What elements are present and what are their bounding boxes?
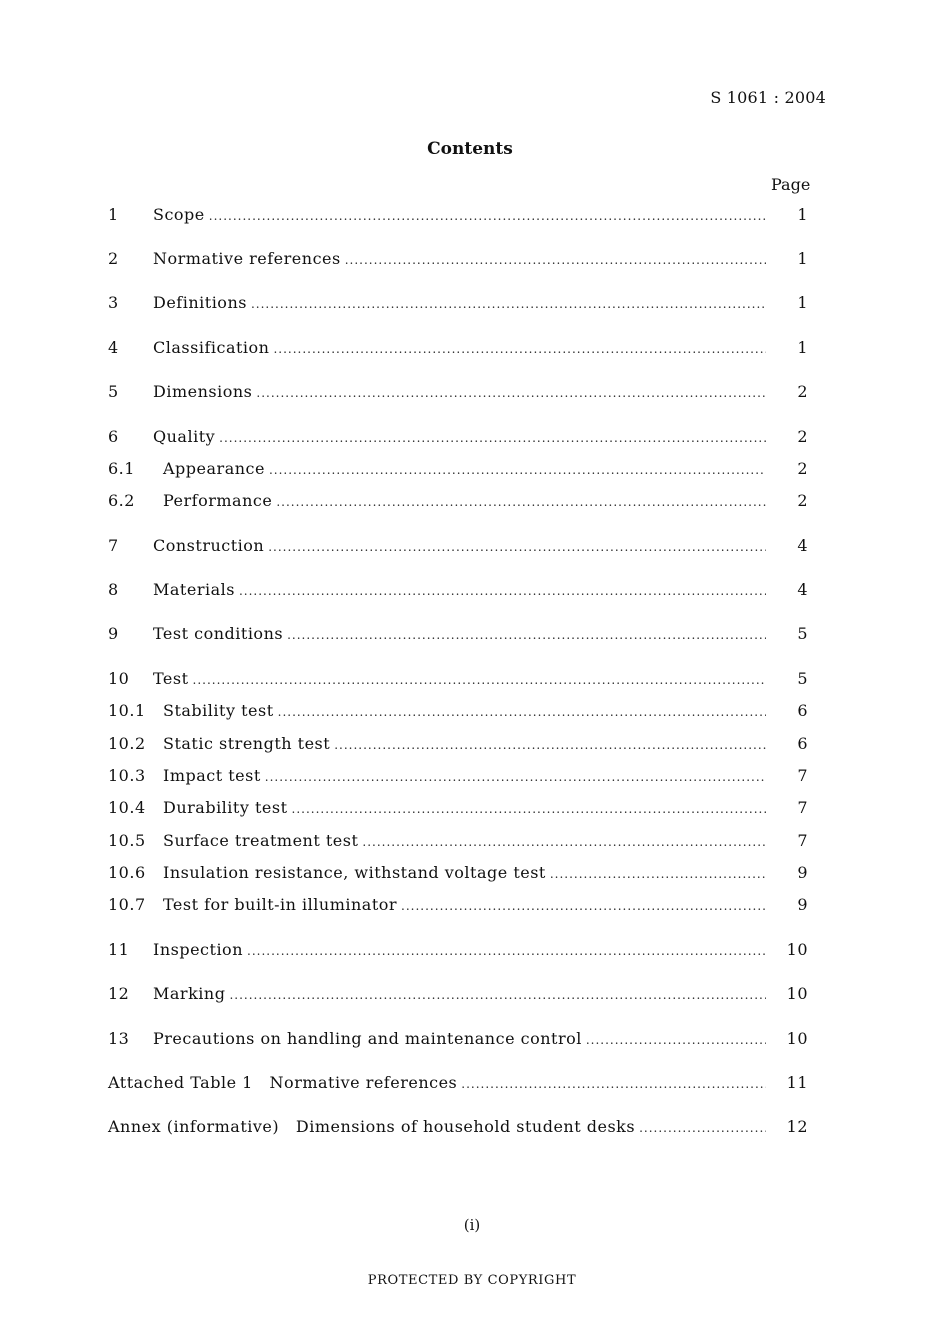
toc-entry-title: Stability test: [163, 701, 274, 720]
toc-entry-page: 11: [786, 1073, 808, 1092]
toc-entry-page: 6: [797, 734, 808, 753]
toc-entry-page: 2: [797, 459, 808, 478]
toc-entry-title: Test conditions: [153, 624, 284, 643]
toc-entry-appearance[interactable]: [108, 459, 808, 483]
toc-entry-page: 2: [797, 427, 808, 446]
dot-leader: [209, 209, 766, 223]
toc-entry-page: 7: [797, 766, 808, 785]
dot-leader: [219, 431, 766, 445]
dot-leader: [276, 495, 766, 509]
dot-leader: [269, 463, 766, 477]
dot-leader: [287, 628, 766, 642]
toc-entry-title: Marking: [153, 984, 226, 1003]
toc-entry-number: 12: [108, 984, 130, 1003]
toc-entry-number: 10.4: [108, 798, 146, 817]
toc-entry-title: Test for built-in illuminator: [163, 895, 398, 914]
dot-leader: [193, 673, 766, 687]
toc-entry-title: Materials: [153, 580, 235, 599]
dot-leader: [334, 738, 766, 752]
toc-entry-attached-table-1[interactable]: [108, 1073, 808, 1097]
toc-entry-number: 13: [108, 1029, 130, 1048]
toc-entry-marking[interactable]: [108, 984, 808, 1008]
dot-leader: [273, 342, 766, 356]
toc-entry-surface-treatment-test[interactable]: [108, 831, 808, 855]
dot-leader: [268, 540, 766, 554]
toc-entry-number: 4: [108, 338, 119, 357]
toc-entry-impact-test[interactable]: [108, 766, 808, 790]
toc-entry-page: 6: [797, 701, 808, 720]
toc-entry-title: Quality: [153, 427, 216, 446]
dot-leader: [550, 867, 766, 881]
toc-entry-number: 6: [108, 427, 119, 446]
toc-entry-scope[interactable]: [108, 205, 808, 229]
dot-leader: [362, 835, 766, 849]
toc-entry-number: 1: [108, 205, 119, 224]
toc-entry-page: 5: [797, 624, 808, 643]
toc-entry-page: 10: [786, 940, 808, 959]
toc-entry-title: Performance: [163, 491, 273, 510]
copyright-notice: PROTECTED BY COPYRIGHT: [367, 1273, 577, 1288]
toc-entry-number: 3: [108, 293, 119, 312]
toc-entry-number: 10.1: [108, 701, 146, 720]
toc-entry-title: Impact test: [163, 766, 261, 785]
toc-entry-title: Static strength test: [163, 734, 331, 753]
toc-entry-materials[interactable]: [108, 580, 808, 604]
toc-entry-number: 10: [108, 669, 130, 688]
dot-leader: [229, 988, 766, 1002]
toc-entry-number: 10.6: [108, 863, 146, 882]
toc-entry-page: 10: [786, 1029, 808, 1048]
toc-entry-number: 10.5: [108, 831, 146, 850]
toc-entry-annex[interactable]: [108, 1117, 808, 1141]
dot-leader: [292, 802, 766, 816]
dot-leader: [239, 584, 766, 598]
toc-entry-number: 8: [108, 580, 119, 599]
toc-entry-title: Construction: [153, 536, 265, 555]
dot-leader: [461, 1077, 766, 1091]
toc-entry-title: Dimensions: [153, 382, 253, 401]
toc-entry-page: 1: [797, 249, 808, 268]
toc-entry-number: 6.1: [108, 459, 135, 478]
toc-entry-title: Normative references: [153, 249, 341, 268]
toc-entry-normative-references[interactable]: [108, 249, 808, 273]
toc-entry-durability-test[interactable]: [108, 798, 808, 822]
toc-entry-insulation-resistance-test[interactable]: [108, 863, 808, 887]
toc-entry-page: 1: [797, 293, 808, 312]
toc-entry-title: Scope: [153, 205, 205, 224]
toc-entry-built-in-illuminator-test[interactable]: [108, 895, 808, 919]
toc-entry-number: 10.3: [108, 766, 146, 785]
toc-entry-title: Surface treatment test: [163, 831, 359, 850]
toc-entry-title: Attached Table 1 Normative references: [108, 1073, 458, 1092]
toc-entry-page: 1: [797, 205, 808, 224]
toc-entry-page: 7: [797, 831, 808, 850]
standard-number: S 1061 : 2004: [710, 88, 826, 107]
toc-entry-precautions[interactable]: [108, 1029, 808, 1053]
toc-entry-title: Insulation resistance, withstand voltage test: [163, 863, 546, 882]
dot-leader: [278, 705, 766, 719]
page-column-label: Page: [771, 175, 811, 194]
dot-leader: [639, 1121, 766, 1135]
toc-entry-construction[interactable]: [108, 536, 808, 560]
toc-entry-title: Appearance: [163, 459, 265, 478]
toc-entry-performance[interactable]: [108, 491, 808, 515]
toc-entry-static-strength-test[interactable]: [108, 734, 808, 758]
page-number: (i): [463, 1216, 481, 1234]
toc-entry-title: Test: [153, 669, 189, 688]
toc-entry-page: 1: [797, 338, 808, 357]
toc-entry-title: Classification: [153, 338, 270, 357]
toc-entry-page: 7: [797, 798, 808, 817]
toc-entry-classification[interactable]: [108, 338, 808, 362]
toc-entry-page: 10: [786, 984, 808, 1003]
toc-entry-title: Inspection: [153, 940, 243, 959]
toc-entry-definitions[interactable]: [108, 293, 808, 317]
toc-entry-number: 10.2: [108, 734, 146, 753]
toc-entry-title: Definitions: [153, 293, 247, 312]
dot-leader: [345, 253, 766, 267]
toc-entry-number: 9: [108, 624, 119, 643]
toc-entry-dimensions[interactable]: [108, 382, 808, 406]
toc-entry-test[interactable]: [108, 669, 808, 693]
dot-leader: [401, 899, 766, 913]
dot-leader: [256, 386, 766, 400]
toc-entry-quality[interactable]: [108, 427, 808, 451]
toc-entry-page: 4: [797, 536, 808, 555]
toc-entry-number: 7: [108, 536, 119, 555]
toc-entry-number: 5: [108, 382, 119, 401]
toc-entry-title: Precautions on handling and maintenance control: [153, 1029, 582, 1048]
toc-entry-test-conditions[interactable]: [108, 624, 808, 648]
toc-entry-stability-test[interactable]: [108, 701, 808, 725]
dot-leader: [265, 770, 766, 784]
dot-leader: [251, 297, 766, 311]
toc-entry-number: 6.2: [108, 491, 135, 510]
page-title: Contents: [427, 139, 513, 159]
dot-leader: [586, 1033, 766, 1047]
toc-entry-page: 9: [797, 895, 808, 914]
toc-entry-page: 12: [786, 1117, 808, 1136]
toc-entry-page: 9: [797, 863, 808, 882]
toc-entry-page: 2: [797, 382, 808, 401]
toc-entry-number: 2: [108, 249, 119, 268]
toc-entry-number: 11: [108, 940, 130, 959]
toc-entry-inspection[interactable]: [108, 940, 808, 964]
toc-entry-title: Annex (informative) Dimensions of household student desks: [108, 1117, 636, 1136]
toc-entry-page: 2: [797, 491, 808, 510]
toc-entry-page: 5: [797, 669, 808, 688]
dot-leader: [247, 944, 766, 958]
toc-entry-number: 10.7: [108, 895, 146, 914]
toc-entry-page: 4: [797, 580, 808, 599]
toc-entry-title: Durability test: [163, 798, 288, 817]
